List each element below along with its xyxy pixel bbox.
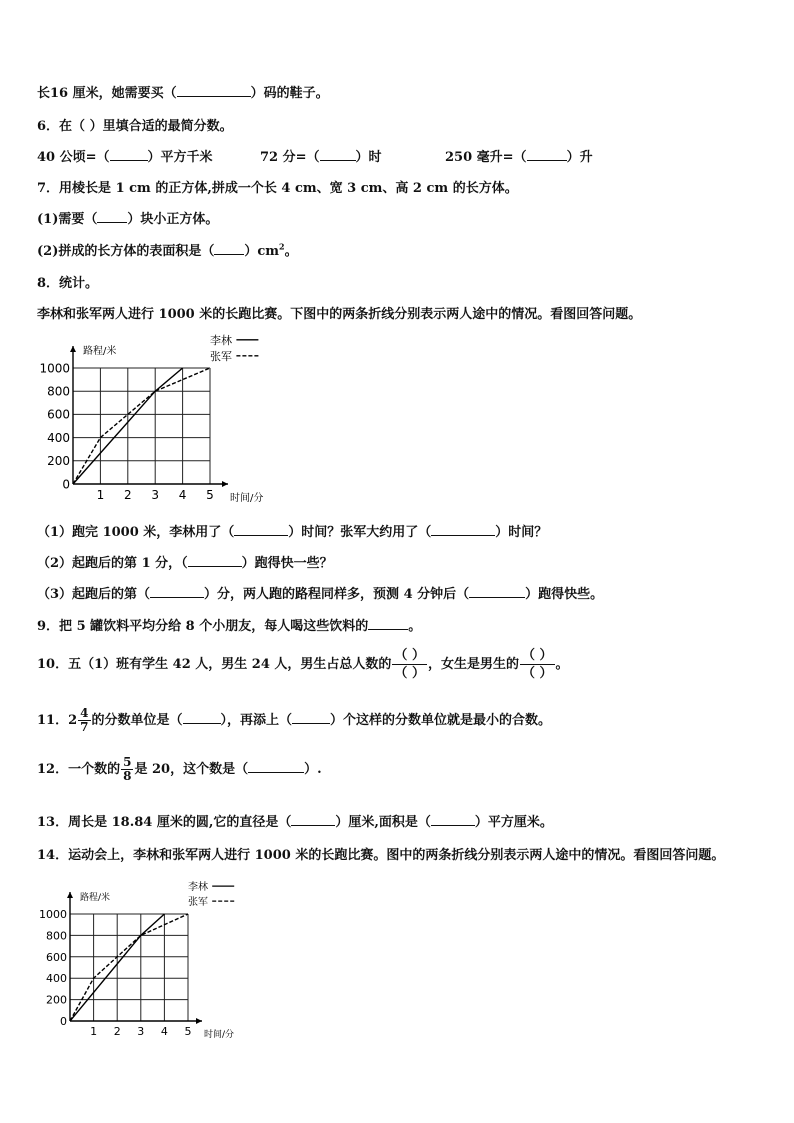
q6-item-3-after: ）升 <box>566 150 593 165</box>
x-tick-label: 1 <box>90 1025 98 1038</box>
legend-label-2: 张军 <box>188 897 208 908</box>
q9-after: 。 <box>408 619 422 634</box>
y-tick-label: 400 <box>47 430 70 445</box>
q12-middle: 是 20，这个数是（ <box>134 762 249 777</box>
x-axis-label: 时间/分 <box>230 493 264 504</box>
x-axis-arrow <box>222 481 228 487</box>
x-tick-label: 3 <box>151 488 160 502</box>
x-tick-label: 5 <box>184 1025 192 1038</box>
y-tick-label: 1000 <box>39 361 70 376</box>
q8-sub-2-a: （2）起跑后的第 1 分，（ <box>37 556 188 571</box>
q7-part-2 <box>37 240 298 259</box>
q11-a: 的分数单位是（ <box>91 713 183 728</box>
legend-label-2: 张军 <box>210 350 232 363</box>
q10-fraction-2-num[interactable]: （ ） <box>521 648 553 663</box>
q10-fraction-1-num[interactable]: （ ） <box>394 648 425 663</box>
x-tick-label: 3 <box>137 1025 145 1038</box>
q7-part-2-sup: 2 <box>279 241 285 252</box>
q13-blank-1[interactable] <box>291 813 335 826</box>
q8-sub-3-a: （3）起跑后的第（ <box>37 587 151 602</box>
origin-label: 0 <box>60 1014 67 1028</box>
q14: 14．运动会上，李林和张军两人进行 1000 米的长跑比赛。图中的两条折线分别表示两人途中的情况。看图回答问题。 <box>37 848 725 863</box>
chart-2 <box>30 874 270 1044</box>
q10-before: 10．五（1）班有学生 42 人，男生 24 人，男生占总人数的 <box>37 657 392 672</box>
q7-part-1 <box>37 208 218 227</box>
q8-sub-3-c: ）跑得快些。 <box>525 587 604 602</box>
q11-blank-2[interactable] <box>292 711 330 724</box>
q13-b: ）厘米,面积是（ <box>335 815 431 830</box>
q10-fraction-1[interactable] <box>392 647 427 682</box>
q8-sub-1-c: ）时间？ <box>495 525 548 540</box>
q7-blank-2[interactable] <box>214 242 244 255</box>
x-tick-label: 1 <box>96 488 105 502</box>
q8-sub-2 <box>37 552 333 571</box>
q8-sub-1 <box>37 521 547 540</box>
q7-part-1-before: (1)需要（ <box>37 212 98 227</box>
q12-after: ）. <box>304 762 322 777</box>
legend-label-1: 李林 <box>188 882 208 893</box>
chart-1 <box>30 330 290 510</box>
q8-blank-4[interactable] <box>150 585 204 598</box>
q8-blank-1[interactable] <box>234 523 288 536</box>
q8-blank-2[interactable] <box>431 523 495 536</box>
x-tick-label: 4 <box>178 488 187 502</box>
q11-c: ）个这样的分数单位就是最小的合数。 <box>330 713 552 728</box>
y-tick-label: 200 <box>46 993 67 1007</box>
q11-blank-1[interactable] <box>183 711 221 724</box>
q6-item-1-before: 40 公顷=（ <box>37 150 110 165</box>
q13 <box>37 811 553 830</box>
q5-blank[interactable] <box>177 84 251 97</box>
q6-item-2-before: 72 分=（ <box>260 150 320 165</box>
x-tick-label: 4 <box>160 1025 168 1038</box>
q12 <box>37 756 322 783</box>
q6-blank-3[interactable] <box>527 148 567 161</box>
q11-prefix: 11． <box>37 713 69 728</box>
q7-part-2-after: ）cm <box>244 244 280 259</box>
q13-a: 13．周长是 18.84 厘米的圆,它的直径是（ <box>37 815 292 830</box>
q12-fraction <box>121 756 133 783</box>
q8-sub-3-b: ）分，两人跑的路程同样多，预测 4 分钟后（ <box>204 587 470 602</box>
q6-item-3 <box>445 146 593 165</box>
q8-sub-3 <box>37 583 603 602</box>
x-tick-label: 2 <box>113 1025 121 1038</box>
origin-label: 0 <box>62 477 70 492</box>
q8-intro: 李林和张军两人进行 1000 米的长跑比赛。下图中的两条折线分别表示两人途中的情况。看图回答问题。 <box>37 307 642 322</box>
q10-fraction-2-den[interactable]: （ ） <box>521 666 553 681</box>
x-tick-label: 5 <box>206 488 214 502</box>
q7-stem: 7．用棱长是 1 cm 的正方体,拼成一个长 4 cm、宽 3 cm、高 2 cm 的长方体。 <box>37 181 518 196</box>
q5-tail <box>37 82 329 101</box>
y-axis-label: 路程/米 <box>83 346 117 357</box>
q6-item-1-after: ）平方千米 <box>147 150 213 165</box>
y-tick-label: 800 <box>47 384 70 399</box>
q7-part-2-end: 。 <box>284 244 298 259</box>
q12-blank[interactable] <box>248 760 304 773</box>
q6-item-1 <box>37 146 213 165</box>
q6-blank-2[interactable] <box>320 148 356 161</box>
q5-text-after: ）码的鞋子。 <box>250 86 329 101</box>
q7-blank-1[interactable] <box>97 210 127 223</box>
x-axis-arrow <box>196 1018 202 1024</box>
q10 <box>37 647 569 682</box>
q12-denominator: 8 <box>123 769 132 783</box>
q6-blank-1[interactable] <box>110 148 148 161</box>
series-line-2 <box>73 368 210 484</box>
q8-sub-1-b: ）时间？张军大约用了（ <box>288 525 432 540</box>
q11-mixed-fraction <box>78 707 90 734</box>
q6-stem: 6．在（ ）里填合适的最简分数。 <box>37 119 233 134</box>
y-tick-label: 200 <box>47 454 70 469</box>
q11-numerator: 4 <box>80 706 89 720</box>
q12-numerator: 5 <box>123 755 132 769</box>
q7-part-1-after: ）块小正方体。 <box>127 212 219 227</box>
chart-2-svg <box>30 874 270 1044</box>
q8-stem: 8．统计。 <box>37 276 99 291</box>
y-axis-arrow <box>70 346 76 352</box>
q9-blank[interactable] <box>368 617 408 630</box>
q6-item-2-after: ）时 <box>355 150 382 165</box>
q9 <box>37 615 421 634</box>
q11-mixed-whole: 2 <box>68 713 78 728</box>
x-tick-label: 2 <box>123 488 132 502</box>
q8-sub-2-b: ）跑得快一些？ <box>241 556 333 571</box>
q11-b: ），再添上（ <box>220 713 293 728</box>
y-tick-label: 600 <box>46 950 67 964</box>
y-axis-label: 路程/米 <box>80 893 111 903</box>
q5-text-before: 长16 厘米，她需要买（ <box>37 86 177 101</box>
q8-blank-5[interactable] <box>469 585 525 598</box>
q11-denominator: 7 <box>80 720 89 734</box>
q8-sub-1-a: （1）跑完 1000 米，李林用了（ <box>37 525 235 540</box>
chart-1-svg <box>30 330 290 510</box>
x-axis-label: 时间/分 <box>204 1030 235 1040</box>
series-line-2 <box>70 914 188 1021</box>
q12-before: 12．一个数的 <box>37 762 121 777</box>
y-tick-label: 600 <box>47 407 70 422</box>
q10-fraction-1-den[interactable]: （ ） <box>394 666 425 681</box>
q7-part-2-before: (2)拼成的长方体的表面积是（ <box>37 244 215 259</box>
q6-item-2 <box>260 146 382 165</box>
q11 <box>37 707 551 734</box>
q8-blank-3[interactable] <box>188 554 242 567</box>
q13-c: ）平方厘米。 <box>474 815 553 830</box>
y-tick-label: 800 <box>46 929 67 943</box>
y-tick-label: 1000 <box>39 907 67 921</box>
y-axis-arrow <box>67 892 73 898</box>
q10-middle: ，女生是男生的 <box>427 657 519 672</box>
q10-after: 。 <box>555 657 569 672</box>
q13-blank-2[interactable] <box>431 813 475 826</box>
legend-label-1: 李林 <box>210 334 232 347</box>
q10-fraction-2[interactable] <box>520 647 555 682</box>
y-tick-label: 400 <box>46 972 67 986</box>
q6-item-3-before: 250 毫升=（ <box>445 150 527 165</box>
q9-before: 9．把 5 罐饮料平均分给 8 个小朋友，每人喝这些饮料的 <box>37 619 369 634</box>
